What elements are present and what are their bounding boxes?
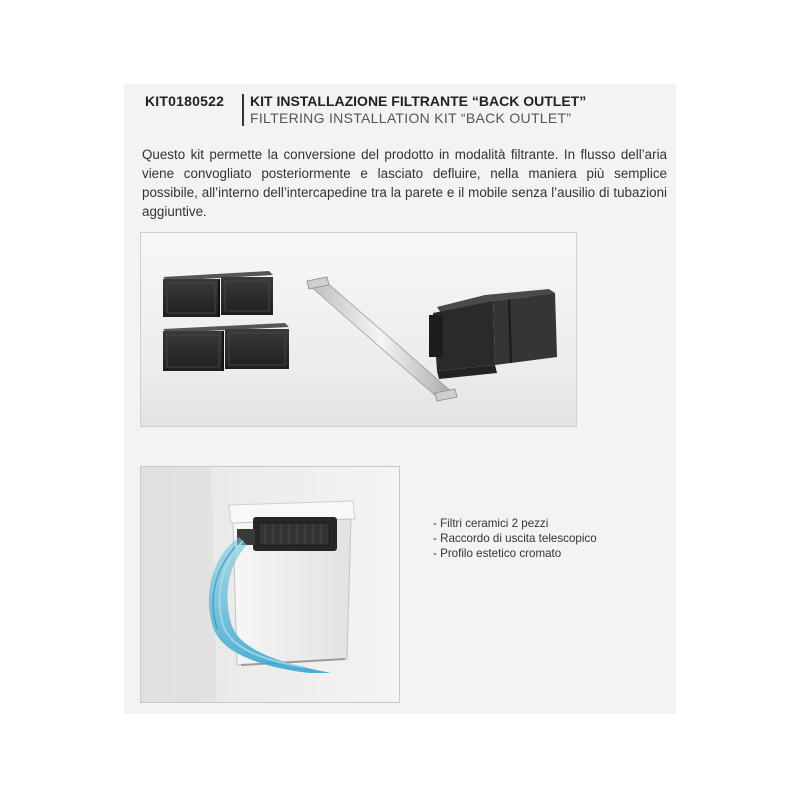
ceramic-filter-bottom [163, 323, 289, 371]
feature-item: - Filtri ceramici 2 pezzi [433, 517, 549, 530]
header-divider [242, 94, 244, 126]
product-code: KIT0180522 [145, 93, 225, 109]
kit-components-illustration [141, 233, 577, 427]
kit-components-photo [140, 232, 577, 427]
product-title-italian: KIT INSTALLAZIONE FILTRANTE “BACK OUTLET” [250, 93, 587, 109]
feature-list [433, 516, 597, 561]
installation-illustration [140, 466, 400, 703]
product-title-english: FILTERING INSTALLATION KIT “BACK OUTLET” [250, 110, 572, 126]
airflow-diagram [141, 467, 400, 703]
product-description: Questo kit permette la conversione del prodotto in modalità filtrante. In flusso dell’aria viene convogliato posteriormente e lasciato defluire, nella maniera più semplice possibile, all’interno dell’intercapedine tra la parete e il mobile senza l’ausilio di tubazioni aggiuntive. [142, 147, 667, 219]
feature-item: - Raccordo di uscita telescopico [433, 532, 597, 545]
telescopic-outlet [429, 289, 557, 379]
feature-item: - Profilo estetico cromato [433, 547, 562, 560]
ceramic-filter-top [163, 271, 273, 317]
